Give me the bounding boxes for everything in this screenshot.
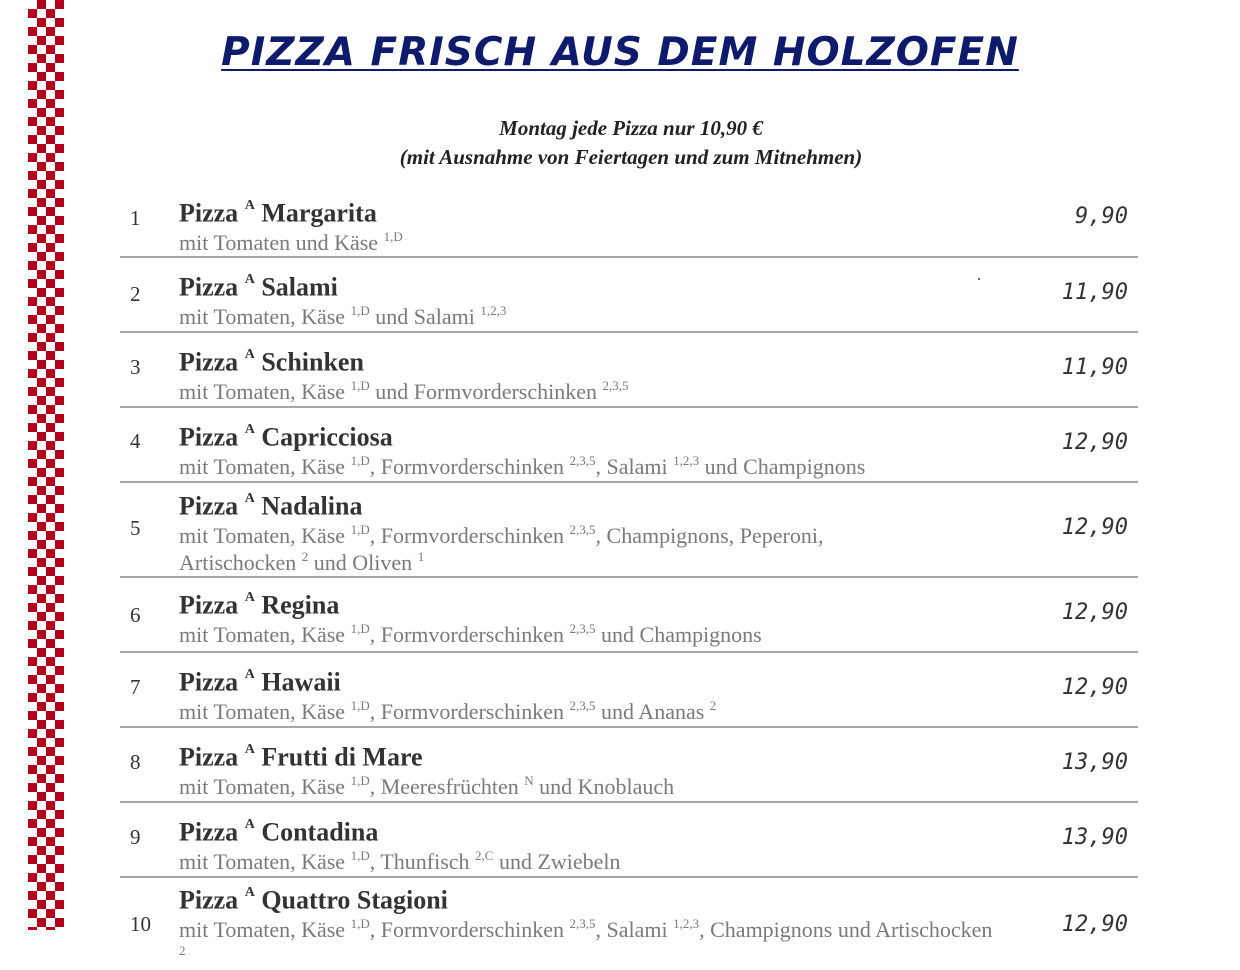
item-name xyxy=(179,194,999,229)
item-name-text: Frutti di Mare xyxy=(254,742,423,772)
additive-footnote: 2 xyxy=(301,548,309,564)
item-name xyxy=(179,881,999,916)
description-text: , Formvorderschinken xyxy=(369,453,570,479)
description-text: mit Tomaten, Käse xyxy=(179,303,351,329)
description-text: , Thunfisch xyxy=(369,848,476,874)
item-name xyxy=(179,418,999,453)
additive-footnote: 2 xyxy=(179,942,186,958)
additive-footnote: 1,D xyxy=(350,772,370,788)
item-body xyxy=(179,268,999,330)
menu-item xyxy=(120,483,1138,578)
allergen-mark: A xyxy=(244,667,255,682)
item-name xyxy=(179,738,999,773)
additive-footnote: 2,3,5 xyxy=(569,915,596,931)
item-description xyxy=(179,621,999,648)
item-body xyxy=(179,663,999,725)
additive-footnote: 1,D xyxy=(350,620,370,636)
description-text: und Formvorderschinken xyxy=(369,378,603,404)
description-text: mit Tomaten, Käse xyxy=(179,453,351,479)
item-name-prefix: Pizza xyxy=(179,667,245,697)
item-body xyxy=(179,586,999,648)
additive-footnote: 1,D xyxy=(350,377,370,393)
description-text: und Zwiebeln xyxy=(493,848,621,874)
item-price: 13,90 xyxy=(1061,750,1128,775)
item-description xyxy=(179,303,999,330)
additive-footnote: 2,3,5 xyxy=(569,697,596,713)
additive-footnote: 1,D xyxy=(350,697,370,713)
menu-item xyxy=(120,258,1138,333)
item-number: 7 xyxy=(130,675,141,699)
item-name-text: Capricciosa xyxy=(254,422,393,452)
additive-footnote: 1,D xyxy=(350,847,370,863)
item-name-prefix: Pizza xyxy=(179,885,245,915)
allergen-mark: A xyxy=(244,885,255,900)
description-text: , Champignons, Peperoni, Artischocken xyxy=(179,522,824,575)
description-text: , Formvorderschinken xyxy=(369,916,570,942)
item-name xyxy=(179,586,999,621)
item-description xyxy=(179,378,999,405)
item-description xyxy=(179,848,999,875)
allergen-mark: A xyxy=(244,272,255,287)
description-text: mit Tomaten, Käse xyxy=(179,378,351,404)
description-text: mit Tomaten, Käse xyxy=(179,916,351,942)
item-price: 12,90 xyxy=(1061,430,1128,455)
description-text: , Champignons und Artischocken xyxy=(699,916,993,942)
description-text: mit Tomaten und Käse xyxy=(179,229,384,255)
additive-footnote: N xyxy=(524,772,534,788)
item-number: 5 xyxy=(130,516,141,540)
item-price: 13,90 xyxy=(1061,825,1128,850)
additive-footnote: 1,2,3 xyxy=(673,915,700,931)
monday-offer: Montag jede Pizza nur 10,90 € xyxy=(499,116,763,140)
item-name-prefix: Pizza xyxy=(179,590,245,620)
additive-footnote: 2,3,5 xyxy=(569,521,596,537)
allergen-mark: A xyxy=(244,742,255,757)
description-text: , Formvorderschinken xyxy=(369,522,570,548)
item-price: 12,90 xyxy=(1061,600,1128,625)
additive-footnote: 2,3,5 xyxy=(569,452,596,468)
menu-item xyxy=(120,728,1138,803)
description-text: und Champignons xyxy=(595,621,762,647)
item-number: 6 xyxy=(130,603,141,627)
item-body xyxy=(179,194,999,256)
item-description xyxy=(179,698,999,725)
description-text: , Formvorderschinken xyxy=(369,621,570,647)
allergen-mark: A xyxy=(244,198,255,213)
item-name-text: Hawaii xyxy=(254,667,341,697)
item-description xyxy=(179,916,999,970)
stray-dot xyxy=(978,278,980,280)
item-price: 11,90 xyxy=(1061,280,1128,305)
item-body xyxy=(179,813,999,875)
description-text: mit Tomaten, Käse xyxy=(179,698,351,724)
menu-item xyxy=(120,578,1138,653)
item-body xyxy=(179,418,999,480)
description-text: mit Tomaten, Käse xyxy=(179,621,351,647)
item-price: 9,90 xyxy=(1075,204,1128,229)
item-number: 2 xyxy=(130,282,141,306)
item-name-text: Quattro Stagioni xyxy=(254,885,448,915)
item-name-text: Nadalina xyxy=(254,491,363,521)
additive-footnote: 1,D xyxy=(350,915,370,931)
menu-item xyxy=(120,333,1138,408)
description-text: mit Tomaten, Käse xyxy=(179,773,351,799)
additive-footnote: 1,D xyxy=(383,228,403,244)
menu-item xyxy=(120,803,1138,878)
item-name xyxy=(179,813,999,848)
description-text: mit Tomaten, Käse xyxy=(179,848,351,874)
item-name-text: Margarita xyxy=(254,198,377,228)
item-number: 1 xyxy=(130,206,141,230)
item-body xyxy=(179,738,999,800)
menu-item xyxy=(120,878,1138,958)
additive-footnote: 2 xyxy=(709,697,717,713)
description-text: , Meeresfrüchten xyxy=(369,773,525,799)
item-price: 11,90 xyxy=(1061,355,1128,380)
allergen-mark: A xyxy=(244,422,255,437)
description-text: mit Tomaten, Käse xyxy=(179,522,351,548)
item-number: 4 xyxy=(130,429,141,453)
item-price: 12,90 xyxy=(1061,912,1128,937)
pizza-menu-list xyxy=(120,184,1138,958)
item-name xyxy=(179,487,939,522)
item-description xyxy=(179,773,999,800)
description-text: und Ananas xyxy=(595,698,710,724)
item-price: 12,90 xyxy=(1061,675,1128,700)
item-name-text: Contadina xyxy=(254,817,379,847)
allergen-mark: A xyxy=(244,590,255,605)
description-text: , Formvorderschinken xyxy=(369,698,570,724)
item-number: 3 xyxy=(130,355,141,379)
description-text: , Salami xyxy=(595,916,674,942)
description-text: und Champignons xyxy=(699,453,866,479)
additive-footnote: 1,D xyxy=(350,302,370,318)
item-name-prefix: Pizza xyxy=(179,422,245,452)
item-name xyxy=(179,663,999,698)
item-body xyxy=(179,881,999,970)
item-name-prefix: Pizza xyxy=(179,272,245,302)
additive-footnote: 1 xyxy=(417,548,425,564)
additive-footnote: 1,2,3 xyxy=(480,302,507,318)
description-text: , Salami xyxy=(595,453,674,479)
allergen-mark: A xyxy=(244,491,255,506)
item-name xyxy=(179,343,999,378)
page-title: PIZZA FRISCH AUS DEM HOLZOFEN xyxy=(221,30,1019,75)
item-name-prefix: Pizza xyxy=(179,742,245,772)
item-name-prefix: Pizza xyxy=(179,491,245,521)
menu-item xyxy=(120,184,1138,258)
additive-footnote: 1,D xyxy=(350,452,370,468)
allergen-mark: A xyxy=(244,817,255,832)
item-price: 12,90 xyxy=(1061,515,1128,540)
offer-note: (mit Ausnahme von Feiertagen und zum Mitnehmen) xyxy=(399,145,863,169)
description-text: und Knoblauch xyxy=(533,773,675,799)
item-body xyxy=(179,487,939,576)
item-name-prefix: Pizza xyxy=(179,198,245,228)
item-name-prefix: Pizza xyxy=(179,347,245,377)
item-name xyxy=(179,268,999,303)
additive-footnote: 1,D xyxy=(350,521,370,537)
additive-footnote: 2,3,5 xyxy=(602,377,629,393)
item-body xyxy=(179,343,999,405)
item-description xyxy=(179,453,999,480)
menu-item xyxy=(120,408,1138,483)
allergen-mark: A xyxy=(244,347,255,362)
additive-footnote: 1,2,3 xyxy=(673,452,700,468)
item-description xyxy=(179,522,939,576)
item-number: 10 xyxy=(130,912,151,936)
additive-footnote: 2,3,5 xyxy=(569,620,596,636)
additive-footnote: 2,C xyxy=(475,847,494,863)
description-text: und Oliven xyxy=(308,549,418,575)
menu-item xyxy=(120,653,1138,728)
item-description xyxy=(179,229,999,256)
item-name-prefix: Pizza xyxy=(179,817,245,847)
item-name-text: Salami xyxy=(254,272,338,302)
item-name-text: Regina xyxy=(254,590,340,620)
description-text: und Salami xyxy=(369,303,481,329)
item-number: 9 xyxy=(130,825,141,849)
item-number: 8 xyxy=(130,750,141,774)
item-name-text: Schinken xyxy=(254,347,364,377)
